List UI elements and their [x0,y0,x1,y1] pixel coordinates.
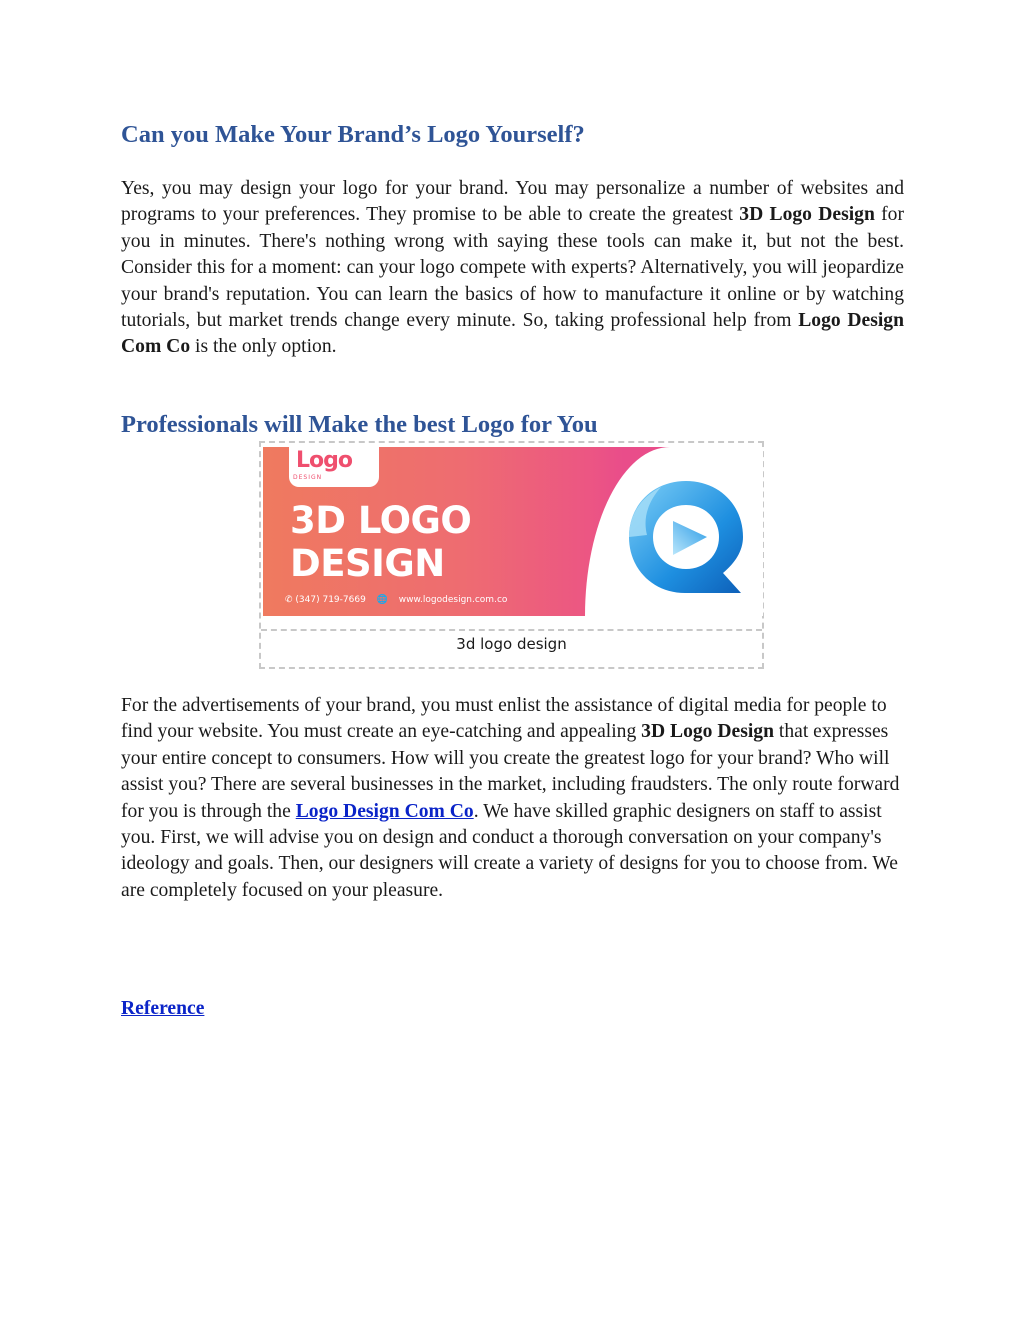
banner-phone: (347) 719-7669 [295,595,366,605]
figure-caption-box [261,629,762,667]
globe-icon: 🌐 [376,595,388,605]
paragraph-text: For the advertisements of your brand, you must enlist the assistance of digital media for people to find your website. You must create an eye-catching and appealing [121,695,887,743]
logo-subtitle: DESIGN [293,474,323,481]
logo-badge [289,447,379,487]
paragraph-text: . We have skilled graphic designers on staff to assist you. First, we will advise you on design and conduct a thorough conversation on your company's ideology and goals. Then, our designers will create a variety of designs for you to choose from. We are completely focused on your pleasure. [121,800,898,901]
bold-keyword-3d-logo-design: 3D Logo Design [641,721,774,743]
reference-link[interactable]: Reference [121,998,205,1019]
paragraph-text: is the only option. [190,336,337,358]
section-heading-make-logo-yourself: Can you Make Your Brand’s Logo Yourself? [121,121,585,148]
phone-icon: ✆ [285,595,293,605]
paragraph-intro [121,176,904,361]
figure-caption: 3d logo design [456,635,567,653]
banner-title-line-2: DESIGN [290,542,445,585]
banner-contact [285,595,507,605]
paragraph-advertisements [121,693,904,904]
paragraph-text: that expresses your entire concept to consumers. How will you create the greatest logo for your brand? Who will assist you? There are several businesses in the market, including fraudsters. The only route forward for you is through the [121,721,900,822]
banner-title [290,499,471,585]
logo-wordmark: Logo [296,448,352,473]
figure-3d-logo-design [259,441,764,669]
paragraph-text: Yes, you may design your logo for your brand. You may personalize a number of websites and programs to your preferences. They promise to be able to create the greatest [121,178,904,226]
section-heading-professionals: Professionals will Make the best Logo for You [121,411,598,438]
q-logo-icon [621,475,751,605]
logo-design-com-co-link[interactable]: Logo Design Com Co [295,800,474,822]
banner-image [263,447,763,616]
banner-website: www.logodesign.com.co [398,595,508,605]
paragraph-text: for you in minutes. There's nothing wrong with saying these tools can make it, but not the best. Consider this for a moment: can your logo compete with experts? Alternatively, you will jeopardize your brand's reputation. You can learn the basics of how to manufacture it online or by watching tutorials, but market trends change every minute. So, taking professional help from [121,204,904,332]
bold-keyword-logo-design-com-co: Logo Design Com Co [121,310,904,358]
banner-title-line-1: 3D LOGO [290,499,472,542]
bold-keyword-3d-logo-design: 3D Logo Design [739,204,875,226]
